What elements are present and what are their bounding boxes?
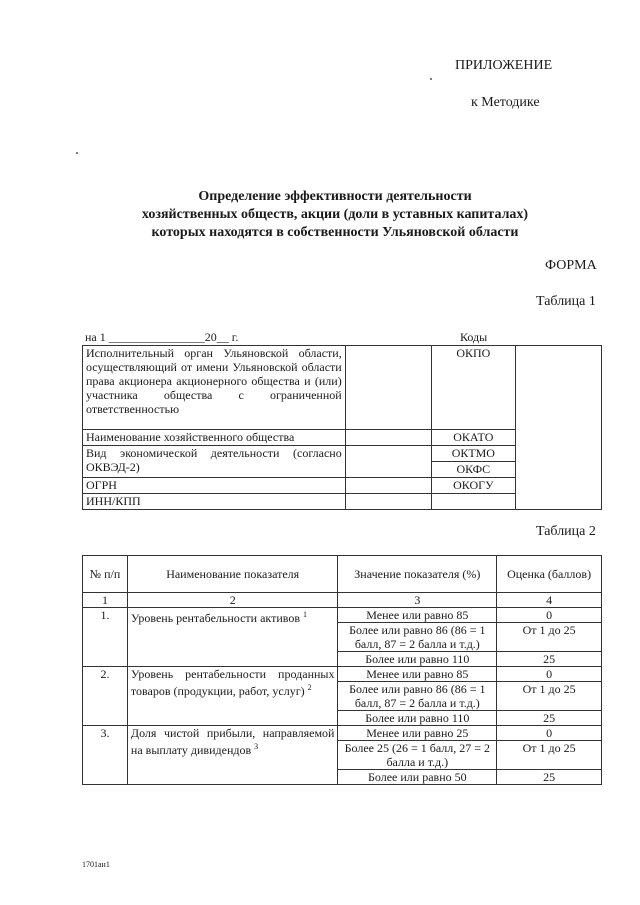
value-cell <box>345 478 431 494</box>
code-label: ОКАТО <box>431 430 516 446</box>
row-number: 3. <box>83 726 128 785</box>
table2-caption: Таблица 2 <box>536 524 596 539</box>
table-row <box>83 346 602 430</box>
title-line-1: Определение эффективности деятельности <box>198 189 472 204</box>
row-number: 2. <box>83 667 128 726</box>
footnote-mark: 2 <box>307 683 312 692</box>
code-label: ОКОГУ <box>431 478 516 494</box>
table-row <box>83 667 602 682</box>
method-label: к Методике <box>471 95 540 110</box>
row-number: 1. <box>83 608 128 667</box>
code-label <box>431 494 516 510</box>
title-line-3: которых находятся в собственности Ульяновской области <box>151 225 519 240</box>
row-label: ОГРН <box>83 478 346 494</box>
indicator-value: Менее или равно 85 <box>338 667 497 682</box>
indicators-table <box>82 555 602 785</box>
indicator-score: 25 <box>497 652 602 667</box>
row-label: Исполнительный орган Ульяновской области, осуществляющий от имени Ульяновской области права акционера акционерного общества и (или) участника общества с ограниченной ответственностью <box>83 346 346 430</box>
table-row <box>83 726 602 741</box>
indicator-score: 0 <box>497 667 602 682</box>
header-indicator: Наименование показателя <box>127 556 338 593</box>
indicator-value: Более 25 (26 = 1 балл, 27 = 2 балла и т.д.) <box>338 741 497 770</box>
indicator-score: От 1 до 25 <box>497 741 602 770</box>
value-cell <box>345 346 431 430</box>
indicator-score: 25 <box>497 770 602 785</box>
title-line-2: хозяйственных обществ, акции (доли в уставных капиталах) <box>141 207 529 222</box>
date-line: на 1 ________________20__ г. <box>85 330 239 344</box>
footnote-mark: 1 <box>303 610 307 619</box>
indicator-value: Более или равно 86 (86 = 1 балл, 87 = 2 балла и т.д.) <box>338 682 497 711</box>
organization-info-table <box>82 345 602 510</box>
table-header-row <box>83 556 602 593</box>
header-score: Оценка (баллов) <box>497 556 602 593</box>
code-label: ОКТМО <box>431 446 516 462</box>
row-label: Наименование хозяйственного общества <box>83 430 346 446</box>
indicator-score: От 1 до 25 <box>497 682 602 711</box>
indicator-value: Более или равно 110 <box>338 711 497 726</box>
indicator-score: От 1 до 25 <box>497 623 602 652</box>
column-number: 2 <box>127 593 338 608</box>
indicator-value: Более или равно 110 <box>338 652 497 667</box>
scan-speck <box>76 152 78 154</box>
column-number: 1 <box>83 593 128 608</box>
codes-label: Коды <box>460 330 488 344</box>
column-number: 4 <box>497 593 602 608</box>
value-cell <box>345 494 431 510</box>
indicator-name <box>127 608 338 667</box>
footer-code: 1701ан1 <box>82 860 110 869</box>
appendix-label: ПРИЛОЖЕНИЕ <box>455 58 553 73</box>
form-label: ФОРМА <box>545 258 597 273</box>
header-value: Значение показателя (%) <box>338 556 497 593</box>
table1-caption: Таблица 1 <box>536 294 596 309</box>
indicator-value: Более или равно 86 (86 = 1 балл, 87 = 2 балла и т.д.) <box>338 623 497 652</box>
indicator-value: Более или равно 50 <box>338 770 497 785</box>
indicator-score: 0 <box>497 608 602 623</box>
row-label: Вид экономической деятельности (согласно ОКВЭД-2) <box>83 446 346 478</box>
indicator-score: 25 <box>497 711 602 726</box>
indicator-score: 0 <box>497 726 602 741</box>
column-number: 3 <box>338 593 497 608</box>
document-title <box>90 188 580 242</box>
indicator-name <box>127 667 338 726</box>
header-number: № п/п <box>83 556 128 593</box>
table-row <box>83 608 602 623</box>
column-number-row <box>83 593 602 608</box>
indicator-value: Менее или равно 25 <box>338 726 497 741</box>
footnote-mark: 3 <box>254 742 259 751</box>
indicator-name-text: Доля чистой прибыли, направляемой на выплату дивидендов <box>130 726 335 757</box>
row-label: ИНН/КПП <box>83 494 346 510</box>
indicator-value: Менее или равно 85 <box>338 608 497 623</box>
value-cell <box>345 446 431 478</box>
scan-speck <box>430 78 432 80</box>
codes-value-cell <box>516 346 602 510</box>
indicator-name <box>127 726 338 785</box>
code-label: ОКФС <box>431 462 516 478</box>
indicator-name-text: Уровень рентабельности проданных товаров (продукции, работ, услуг) <box>130 667 335 698</box>
value-cell <box>345 430 431 446</box>
code-label: ОКПО <box>431 346 516 430</box>
indicator-name-text: Уровень рентабельности активов <box>130 611 300 625</box>
